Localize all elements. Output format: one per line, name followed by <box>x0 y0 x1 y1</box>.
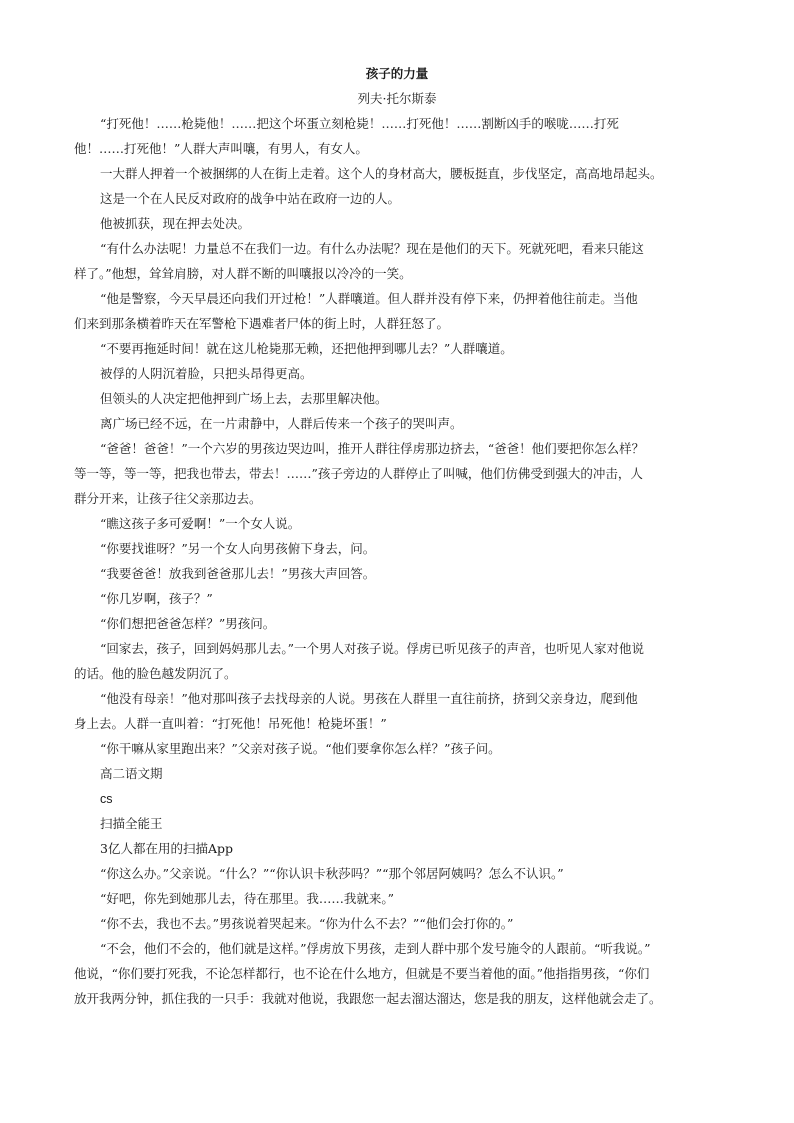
paragraph-line: 他说，“你们要打死我，不论怎样都行，也不论在什么地方，但就是不要当着他的面。”他指指男孩，“你们 <box>74 966 650 981</box>
paragraph-line: “好吧，你先到她那儿去，待在那里。我……我就来。” <box>100 891 395 906</box>
paragraph-line: “不要再拖延时间！就在这儿枪毙那无赖，还把他押到哪儿去？”人群嚷道。 <box>100 341 513 356</box>
paragraph-line: 离广场已经不远，在一片肃静中，人群后传来一个孩子的哭叫声。 <box>100 416 463 431</box>
paragraph-line: “你们想把爸爸怎样？”男孩问。 <box>100 616 276 631</box>
paragraph-line: “回家去，孩子，回到妈妈那儿去。”一个男人对孩子说。俘虏已听见孩子的声音，也听见人家对他说 <box>100 641 645 656</box>
paragraph-line: “不会，他们不会的，他们就是这样。”俘虏放下男孩，走到人群中那个发号施令的人跟前。“听我说。” <box>100 941 651 956</box>
paragraph-line: “你要找谁呀？”另一个女人向男孩俯下身去，问。 <box>100 541 376 556</box>
paragraph-line: “你干嘛从家里跑出来？”父亲对孩子说。“他们要拿你怎么样？”孩子问。 <box>100 741 501 756</box>
paragraph-line: 一大群人押着一个被捆绑的人在街上走着。这个人的身材高大，腰板挺直，步伐坚定，高高地昂起头。 <box>100 166 663 181</box>
paragraph-line: 等一等，等一等，把我也带去，带去！……”孩子旁边的人群停止了叫喊，他们仿佛受到强大的冲击，人 <box>74 466 643 481</box>
paragraph-line: “瞧这孩子多可爱啊！”一个女人说。 <box>100 516 301 531</box>
story-author: 列夫·托尔斯泰 <box>357 91 437 106</box>
paragraph-line: “你不去，我也不去。”男孩说着哭起来。“你为什么不去？”“他们会打你的。” <box>100 916 514 931</box>
story-title: 孩子的力量 <box>365 66 429 81</box>
scanner-watermark-cs: cs <box>100 792 113 806</box>
paragraph-line: “打死他！……枪毙他！……把这个坏蛋立刻枪毙！……打死他！……割断凶手的喉咙……打死 <box>100 116 619 131</box>
paragraph-line: 的话。他的脸色越发阴沉了。 <box>74 666 237 681</box>
paragraph-line: 们来到那条横着昨天在军警枪下遇难者尸体的街上时，人群狂怒了。 <box>74 316 450 331</box>
paragraph-line: 身上去。人群一直叫着：“打死他！吊死他！枪毙坏蛋！” <box>74 716 387 731</box>
paragraph-line: “有什么办法呢！力量总不在我们一边。有什么办法呢？现在是他们的天下。死就死吧，看来只能这 <box>100 241 644 256</box>
paragraph-line: “你这么办。”父亲说。“什么？”“你认识卡秋莎吗？”“那个邻居阿姨吗？怎么不认识。” <box>100 866 564 881</box>
paragraph-line: “我要爸爸！放我到爸爸那儿去！”男孩大声回答。 <box>100 566 376 581</box>
paragraph-line: 放开我两分钟，抓住我的一只手：我就对他说，我跟您一起去溜达溜达，您是我的朋友，这样他就会走了。 <box>74 991 662 1006</box>
scanner-watermark-slogan: 3亿人都在用的扫描App <box>100 841 233 856</box>
paragraph-line: 被俘的人阴沉着脸，只把头昂得更高。 <box>100 366 313 381</box>
paragraph-line: “爸爸！爸爸！”一个六岁的男孩边哭边叫，推开人群往俘虏那边挤去，“爸爸！他们要把你怎么样？ <box>100 441 645 456</box>
paragraph-line: 他被抓获，现在押去处决。 <box>100 216 251 231</box>
paragraph-line: 这是一个在人民反对政府的战争中站在政府一边的人。 <box>100 191 401 206</box>
paragraph-line: 他！……打死他！”人群大声叫嚷，有男人，有女人。 <box>74 141 368 156</box>
paragraph-line: 但领头的人决定把他押到广场上去，去那里解决他。 <box>100 391 388 406</box>
paragraph-line: “你几岁啊，孩子？” <box>100 591 213 606</box>
paragraph-line: 样了。”他想，耸耸肩膀，对人群不断的叫嚷报以冷冷的一笑。 <box>74 266 412 281</box>
paragraph-line: “他是警察，今天早晨还向我们开过枪！”人群嚷道。但人群并没有停下来，仍押着他往前走。当他 <box>100 291 638 306</box>
exam-header-fragment: 高二语文期 <box>100 766 163 781</box>
scanner-watermark-name: 扫描全能王 <box>100 816 163 831</box>
paragraph-line: “他没有母亲！”他对那叫孩子去找母亲的人说。男孩在人群里一直往前挤，挤到父亲身边，爬到他 <box>100 691 638 706</box>
paragraph-line: 群分开来，让孩子往父亲那边去。 <box>74 491 262 506</box>
